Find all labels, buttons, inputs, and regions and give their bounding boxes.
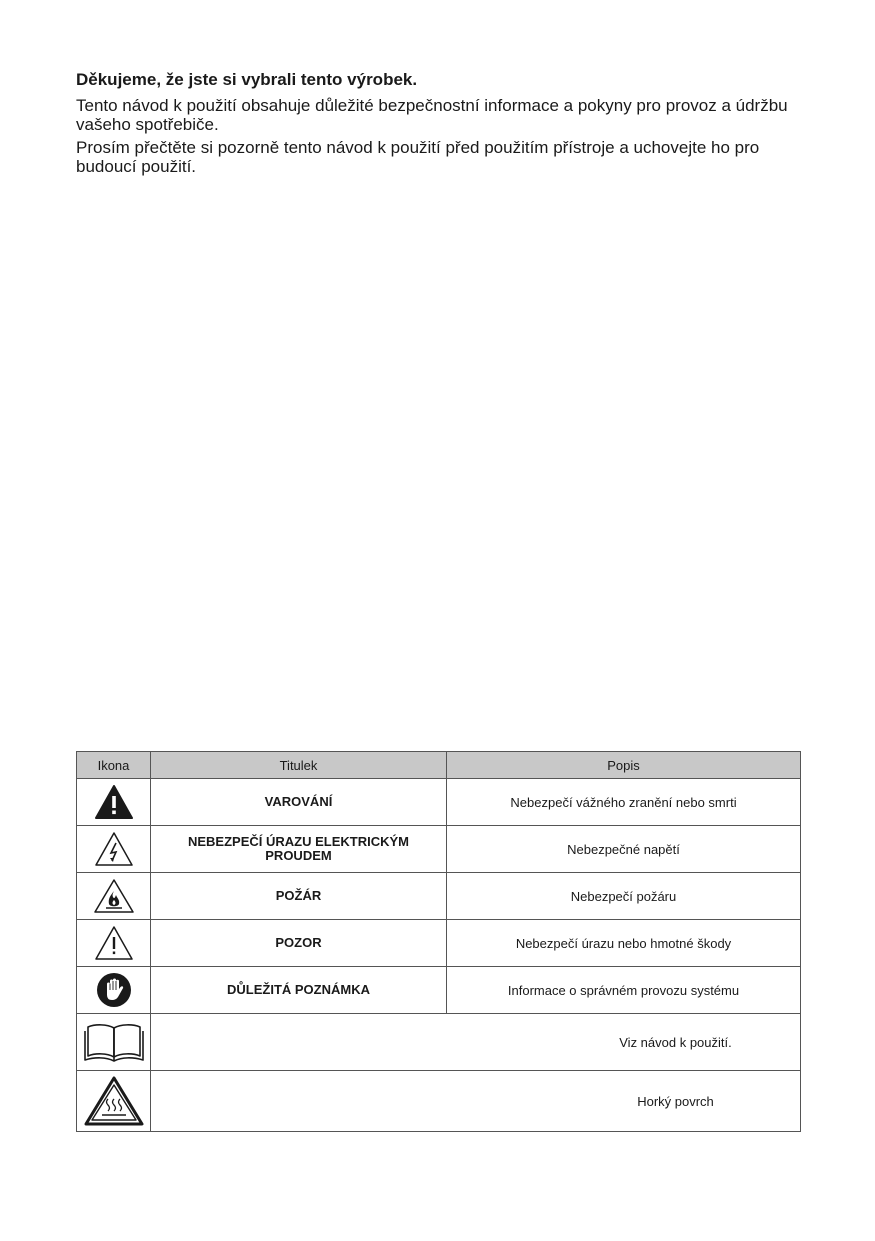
electric-shock-icon <box>94 831 134 867</box>
row-title: DŮLEŽITÁ POZNÁMKA <box>151 967 447 1014</box>
intro-heading: Děkujeme, že jste si vybrali tento výrobek. <box>76 70 418 89</box>
table-row <box>77 967 801 1014</box>
row-title: VAROVÁNÍ <box>151 779 447 826</box>
row-description: Viz návod k použití. <box>151 1014 801 1071</box>
manual-book-icon <box>83 1020 145 1064</box>
row-description: Nebezpečí požáru <box>447 873 801 920</box>
icon-cell <box>77 920 151 967</box>
hot-surface-icon <box>83 1075 145 1127</box>
row-description: Nebezpečné napětí <box>447 826 801 873</box>
row-description: Nebezpečí úrazu nebo hmotné škody <box>447 920 801 967</box>
table-row <box>77 1071 801 1132</box>
header-icon: Ikona <box>77 752 151 779</box>
icon-cell <box>77 826 151 873</box>
row-description: Nebezpečí vážného zranění nebo smrti <box>447 779 801 826</box>
intro-paragraph-1: Tento návod k použití obsahuje důležité bezpečnostní informace a pokyny pro provoz a údržbu vašeho spotřebiče. <box>76 96 788 134</box>
table-row <box>77 920 801 967</box>
icon-cell <box>77 873 151 920</box>
table-row <box>77 873 801 920</box>
warning-filled-icon <box>94 784 134 820</box>
intro-section <box>76 70 806 180</box>
icon-cell <box>77 779 151 826</box>
table-row <box>77 826 801 873</box>
caution-icon <box>94 925 134 961</box>
intro-paragraph-2: Prosím přečtěte si pozorně tento návod k použití před použitím přístroje a uchovejte ho pro budoucí použití. <box>76 138 760 176</box>
icon-cell <box>77 967 151 1014</box>
icon-cell <box>77 1071 151 1132</box>
row-title: POZOR <box>151 920 447 967</box>
hand-stop-icon <box>95 971 133 1009</box>
row-title: POŽÁR <box>151 873 447 920</box>
table-row <box>77 779 801 826</box>
row-title: NEBEZPEČÍ ÚRAZU ELEKTRICKÝM PROUDEM <box>151 826 447 873</box>
header-description: Popis <box>447 752 801 779</box>
table-header-row <box>77 752 801 779</box>
fire-icon <box>93 878 135 914</box>
row-description: Horký povrch <box>151 1071 801 1132</box>
icon-cell <box>77 1014 151 1071</box>
header-title: Titulek <box>151 752 447 779</box>
row-description: Informace o správném provozu systému <box>447 967 801 1014</box>
symbols-table <box>76 751 801 1132</box>
table-row <box>77 1014 801 1071</box>
